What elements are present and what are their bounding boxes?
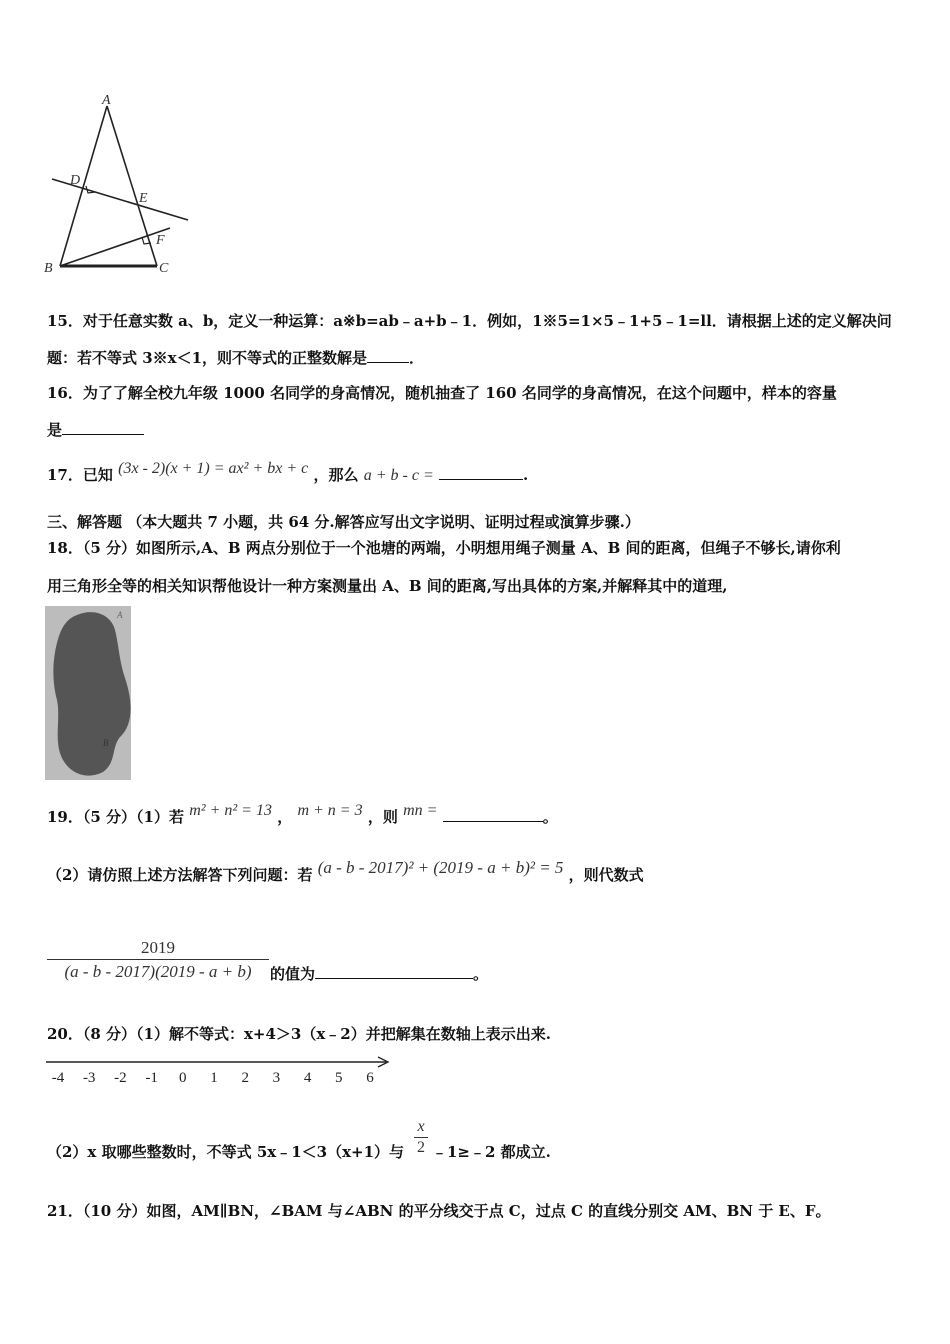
q20-line1: 20．（8 分）（1）解不等式：x+4＞3（x﹣2）并把解集在数轴上表示出来. xyxy=(47,1025,551,1043)
q19-part2-suffix: ，则代数式 xyxy=(568,866,644,884)
q19-line1 xyxy=(47,800,558,826)
q19-fraction-suffix: 的值为 xyxy=(270,965,316,983)
number-line-label: -2 xyxy=(114,1070,127,1086)
q16-line1: 16．为了了解全校九年级 1000 名同学的身高情况，随机抽查了 160 名同学的身高情况，在这个问题中，样本的容量 xyxy=(47,384,837,402)
pond-label-B: B xyxy=(103,738,109,748)
q17-mid: ，那么 xyxy=(313,466,359,484)
q20-fraction-bar xyxy=(414,1137,428,1138)
q19-comma: ， xyxy=(277,808,293,826)
q15-line1: 15．对于任意实数 a、b，定义一种运算：a※b=ab﹣a+b﹣1．例如，1※5=1×5﹣1+5﹣1=ll．请根据上述的定义解决问 xyxy=(47,312,892,330)
q19-line2 xyxy=(47,858,644,884)
q20-line2-end xyxy=(432,1142,551,1162)
number-line-label: -1 xyxy=(145,1070,158,1086)
pond-figure xyxy=(45,606,131,780)
q19-fraction-denominator: (a - b - 2017)(2019 - a + b) xyxy=(64,962,252,981)
number-line-label: 2 xyxy=(241,1070,249,1086)
label-D: D xyxy=(70,173,81,188)
q16-line2-text: 是 xyxy=(47,421,63,439)
number-line-label: 4 xyxy=(303,1070,312,1086)
q16-answer-blank[interactable] xyxy=(62,420,144,435)
q15-line2 xyxy=(47,348,424,368)
q19-prefix: 19．（5 分）（1）若 xyxy=(47,808,184,826)
number-line[interactable] xyxy=(40,1052,400,1088)
q19-fraction-numerator: 2019 xyxy=(141,938,175,957)
q19-fraction xyxy=(47,938,269,982)
q20-fraction-numerator: x xyxy=(417,1118,425,1135)
q17-end: . xyxy=(523,466,529,484)
q19-then: ，则 xyxy=(367,808,398,826)
section3-title: 三、解答题 （本大题共 7 小题，共 64 分.解答应写出文字说明、证明过程或演算步骤.） xyxy=(47,513,640,531)
q19-expression3: mn = xyxy=(403,802,438,819)
number-line-label: 0 xyxy=(179,1070,187,1086)
right-angle-D xyxy=(86,186,95,193)
q15-answer-blank[interactable] xyxy=(367,348,409,363)
q20-fraction xyxy=(414,1118,428,1157)
q17-answer-blank[interactable] xyxy=(439,465,523,480)
q16-line2 xyxy=(47,420,144,440)
q17-line xyxy=(47,458,529,484)
label-B: B xyxy=(44,261,53,276)
number-line-label: 5 xyxy=(335,1070,343,1086)
q19-fraction-suffix-line xyxy=(270,964,488,984)
label-C: C xyxy=(159,261,169,276)
number-line-label: -3 xyxy=(82,1070,96,1086)
q19-fraction-end: 。 xyxy=(473,965,489,983)
q20-line2 xyxy=(47,1142,404,1162)
q15-line2-text: 题：若不等式 3※x＜1，则不等式的正整数解是 xyxy=(47,349,368,367)
number-line-label: -4 xyxy=(51,1070,65,1086)
number-line-label: 1 xyxy=(210,1070,218,1086)
segment-AB xyxy=(60,106,107,266)
number-line-label: 6 xyxy=(366,1070,374,1086)
q18-line1: 18．（5 分）如图所示,A、B 两点分别位于一个池塘的两端，小明想用绳子测量 A、B 间的距离，但绳子不够长,请你利 xyxy=(47,539,841,557)
q17-expression: (3x - 2)(x + 1) = ax² + bx + c xyxy=(118,460,309,477)
q19-fraction-bar xyxy=(47,959,269,960)
q18-line2: 用三角形全等的相关知识帮他设计一种方案测量出 A、B 间的距离,写出具体的方案,并解释其中的道理, xyxy=(47,577,728,595)
q19-expression1: m² + n² = 13 xyxy=(189,802,272,819)
q19-expression2: m + n = 3 xyxy=(297,802,363,819)
label-F: F xyxy=(156,233,165,248)
q20-fraction-denominator: 2 xyxy=(417,1139,425,1156)
q17-expression2: a + b - c = xyxy=(363,467,434,484)
q19-part2-expression: (a - b - 2017)² + (2019 - a + b)² = 5 xyxy=(317,858,564,877)
number-line-label: 3 xyxy=(272,1070,281,1086)
segment-AC xyxy=(107,106,157,266)
q17-prefix: 17．已知 xyxy=(47,466,113,484)
line-BF xyxy=(60,228,170,266)
q21-line1: 21．（10 分）如图，AM∥BN，∠BAM 与∠ABN 的平分线交于点 C，过点 C 的直线分别交 AM、BN 于 E、F。 xyxy=(47,1202,831,1220)
q19-part2-prefix: （2）请仿照上述方法解答下列问题：若 xyxy=(47,866,313,884)
pond-label-A: A xyxy=(117,610,123,620)
triangle-figure xyxy=(40,92,200,282)
q20-part2-suffix: ﹣1≥﹣2 都成立. xyxy=(432,1143,551,1161)
q19-answer-blank-2[interactable] xyxy=(315,964,473,979)
q19-answer-blank-1[interactable] xyxy=(443,807,543,822)
q20-part2-prefix: （2）x 取哪些整数时，不等式 5x﹣1＜3（x+1）与 xyxy=(47,1143,405,1161)
q19-end: 。 xyxy=(542,808,558,826)
label-A: A xyxy=(102,93,111,108)
q15-line2-end: ． xyxy=(409,349,425,367)
label-E: E xyxy=(139,191,148,206)
